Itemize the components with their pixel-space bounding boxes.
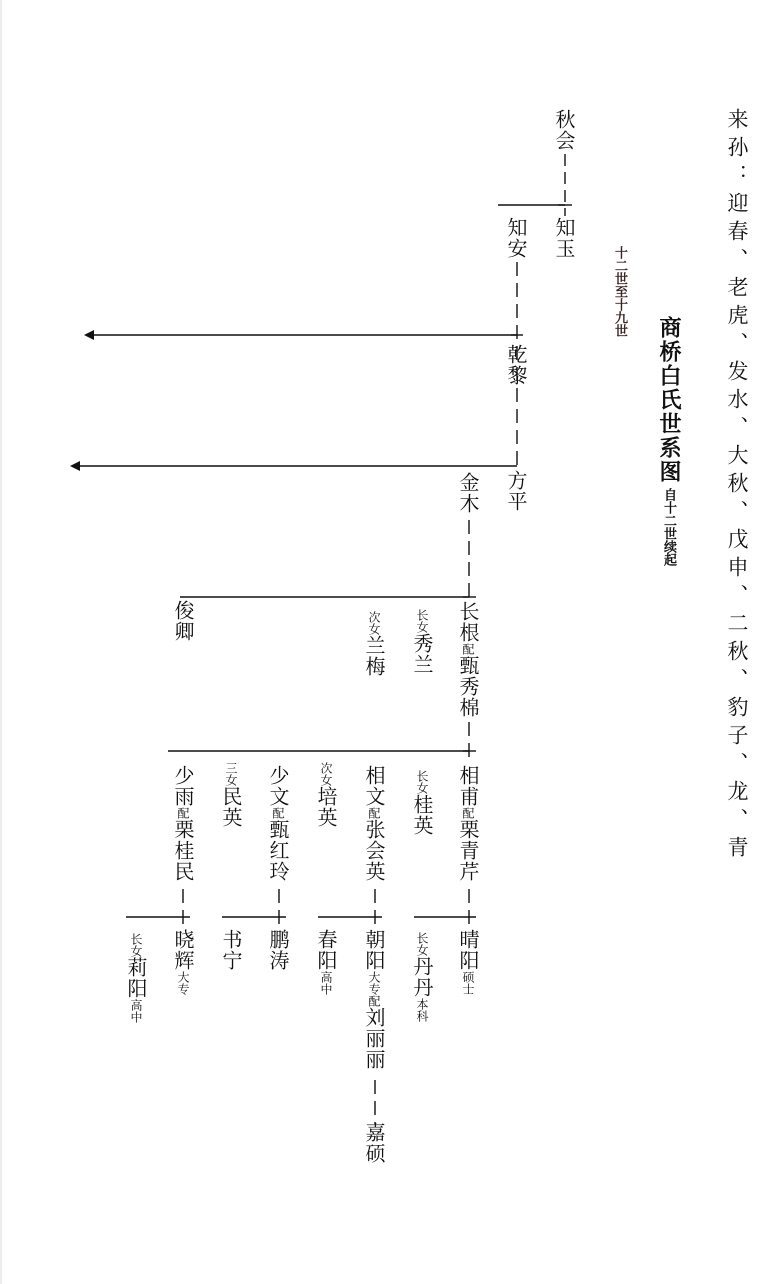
spouse-marker: 配 [461,807,475,819]
eldest-daughter-label: 长女 [415,770,429,794]
person-pengtao: 鹏涛 [266,929,290,971]
person-xiangfu: 相甫 [456,765,480,807]
third-daughter-label: 三女 [224,762,238,786]
spouse-shaowen: 甄红玲 [266,819,290,882]
diagram-subtitle: 自十二世续起 [661,488,676,566]
eldest-daughter-label: 长女 [129,933,143,957]
person-chunyang-entry [316,929,336,995]
person-xiangwen: 相文 [362,765,386,807]
degree-label: 本科 [415,998,429,1022]
person-dandan: 丹丹 [410,956,434,998]
person-xiaohui-entry [173,929,193,995]
person-chaoyang-entry [364,929,384,1070]
spouse-marker: 配 [176,807,190,819]
person-chaoyang: 朝阳 [362,929,386,971]
degree-label: 大专 [176,971,190,995]
spouse-changgen: 甄秀棉 [456,655,480,718]
spouse-marker: 配 [367,807,381,819]
person-qiuhui: 秋会 [552,109,576,151]
person-shaowen: 少文 [266,765,290,807]
person-jiashuo: 嘉硕 [362,1122,386,1164]
person-peiying: 培英 [314,786,338,828]
generation-range: 十二世至十九世 [612,246,627,337]
person-changgen: 长根 [456,601,480,643]
person-xiangfu-entry [458,765,478,882]
spouse-xiangwen: 张会英 [362,819,386,882]
daughter-dandan-entry [412,932,432,1022]
spouse-marker: 配 [461,643,475,655]
spouse-xiangfu: 栗青芹 [456,819,480,882]
person-shaoyu: 少雨 [171,765,195,807]
degree-label: 硕士 [461,971,475,995]
person-liyang: 莉阳 [124,957,148,999]
spouse-shaoyu: 栗桂民 [171,819,195,882]
education-label: 高中 [319,971,333,995]
spouse-chaoyang: 刘丽丽 [362,1007,386,1070]
second-daughter-label: 次女 [367,611,381,635]
person-changgen-entry [458,601,478,718]
person-guiying: 桂英 [410,794,434,836]
person-xiaohui: 晓辉 [171,929,195,971]
arrowhead-fangping [70,461,80,471]
degree-label: 大专 [367,971,381,995]
person-jinmu: 金木 [456,472,480,514]
person-zhian: 知安 [504,217,528,259]
arrowhead-qianli [84,330,94,340]
person-shaowen-entry [268,765,288,882]
education-label: 高中 [129,999,143,1023]
diagram-title: 商桥白氏世系图 [656,316,681,484]
person-zhiyu: 知玉 [552,217,576,259]
daughter-liyang-entry [126,933,146,1023]
person-lanmei: 兰梅 [362,635,386,677]
spouse-marker: 配 [367,995,381,1007]
person-shuning: 书宁 [219,929,243,971]
person-chunyang: 春阳 [314,929,338,971]
person-junqing: 俊卿 [171,600,195,642]
person-qianli: 乾黎 [504,344,528,386]
daughter-minying-entry [221,762,241,828]
person-xiulan: 秀兰 [410,633,434,675]
person-xiangwen-entry [364,765,384,882]
person-minying: 民英 [219,786,243,828]
person-qingyang: 晴阳 [456,929,480,971]
spouse-marker: 配 [271,807,285,819]
second-daughter-label: 次女 [319,762,333,786]
person-qingyang-entry [458,929,478,995]
lai-sun-list: 来孙：迎春、老虎、发水、大秋、戊申、二秋、豹子、龙、青 [725,108,749,864]
person-fangping: 方平 [504,470,528,512]
daughter-xiulan-entry [412,609,432,675]
daughter-peiying-entry [316,762,336,828]
daughter-lanmei-entry [364,611,384,677]
person-shaoyu-entry [173,765,193,882]
eldest-daughter-label: 长女 [415,932,429,956]
eldest-daughter-label: 长女 [415,609,429,633]
daughter-guiying-entry [412,770,432,836]
